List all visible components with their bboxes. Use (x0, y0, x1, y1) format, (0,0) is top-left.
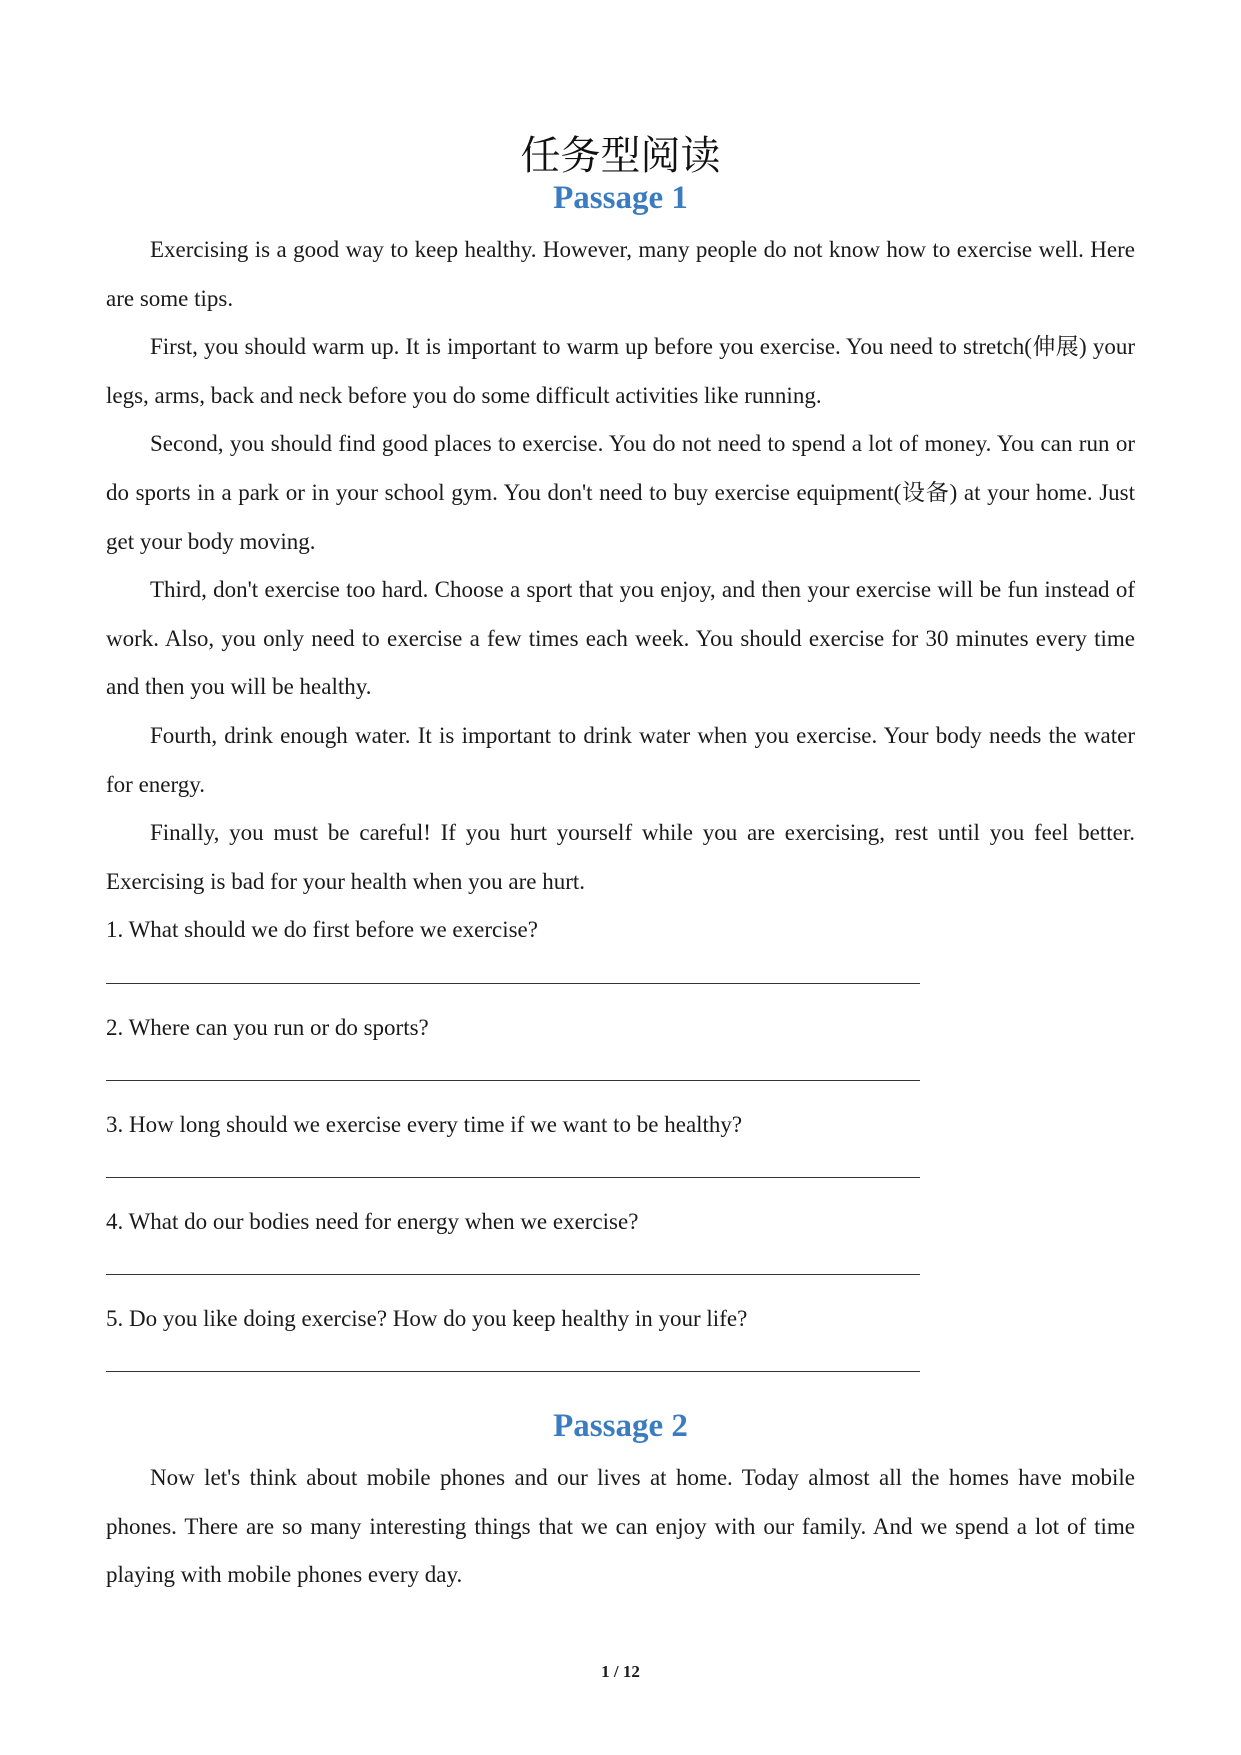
passage-1-heading: Passage 1 (553, 180, 688, 216)
answer-line-5[interactable] (106, 1344, 920, 1393)
passage-1-body (106, 226, 1135, 1392)
passage-1-paragraph: Fourth, drink enough water. It is important to drink water when you exercise. Your body needs the water for energy. (106, 722, 1135, 797)
question-2: 2. Where can you run or do sports? (106, 1014, 429, 1040)
passage-2-heading: Passage 2 (553, 1408, 688, 1444)
passage-2-body (106, 1454, 1135, 1600)
page-number: 1 / 12 (601, 1662, 640, 1681)
answer-line-4[interactable] (106, 1246, 920, 1295)
document-title: 任务型阅读 (520, 133, 721, 179)
question-4: 4. What do our bodies need for energy when we exercise? (106, 1208, 639, 1234)
question-1: 1. What should we do first before we exercise? (106, 917, 538, 943)
passage-1-paragraph: Exercising is a good way to keep healthy. However, many people do not know how to exercise well. Here are some tips. (106, 237, 1135, 311)
passage-2-paragraph: Now let's think about mobile phones and our lives at home. Today almost all the homes have mobile phones. There are so many interesting things that we can enjoy with our family. And we spend a lot of time playing with mobile phones every day. (106, 1465, 1135, 1588)
question-3: 3. How long should we exercise every time if we want to be healthy? (106, 1111, 743, 1137)
answer-line-1[interactable] (106, 955, 920, 1004)
answer-line-3[interactable] (106, 1149, 920, 1198)
passage-1-paragraph: Third, don't exercise too hard. Choose a sport that you enjoy, and then your exercise will be fun instead of work. Also, you only need to exercise a few times each week. You should exercise for 30 minutes every time and then you will be healthy. (106, 577, 1135, 700)
answer-line-2[interactable] (106, 1052, 920, 1101)
question-5: 5. Do you like doing exercise? How do you keep healthy in your life? (106, 1306, 748, 1332)
passage-1-paragraph: First, you should warm up. It is important to warm up before you exercise. You need to stretch(伸展) your legs, arms, back and neck before you do some difficult activities like running. (106, 334, 1135, 408)
passage-1-paragraph: Finally, you must be careful! If you hurt yourself while you are exercising, rest until you feel better. Exercising is bad for your health when you are hurt. (106, 820, 1135, 894)
passage-1-paragraph: Second, you should find good places to exercise. You do not need to spend a lot of money. You can run or do sports in a park or in your school gym. You don't need to buy exercise equipment(设备) at your home. Just get your body moving. (106, 431, 1135, 554)
